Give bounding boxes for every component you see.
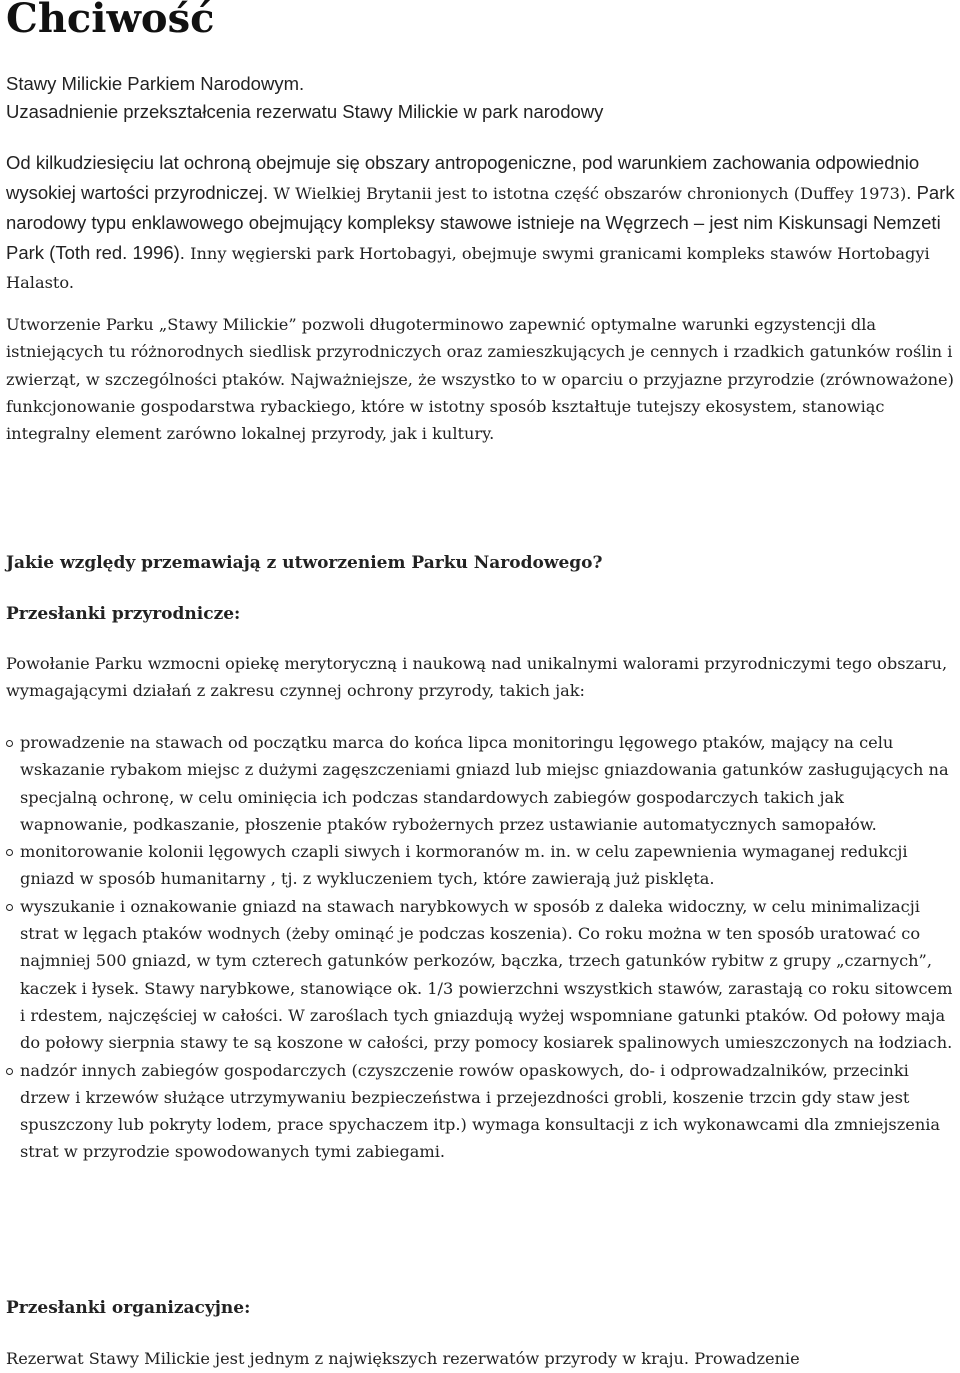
section-org-heading: Przesłanki organizacyjne: [6, 1298, 251, 1318]
list-item: prowadzenie na stawach od początku marca do końca lipca monitoringu lęgowego ptaków, mający na celu wskazanie rybakom miejsc z dużymi zagęszczeniami gniazd lub miejsc gniazdowania gatunków zasługujących na specjalną ochronę, w celu ominięcia ich podczas standardowych zabiegów gospodarczych takich jak wapnowanie, podkaszanie, płoszenie ptaków rybożernych przez ustawianie automatycznych samopałów. [6, 729, 956, 838]
paragraph-2: Utworzenie Parku „Stawy Milickie” pozwoli długoterminowo zapewnić optymalne warunki egzystencji dla istniejących tu różnorodnych siedlisk przyrodniczych oraz zamieszkujących je cennych i rzadkich gatunków roślin i zwierząt, w szczególności ptaków. Najważniejsze, że wszystko to w oparciu o przyjazne przyrodzie (zrównoważone) funkcjonowanie gospodarstwa rybackiego, które w istotny sposób kształtuje tutejszy ekosystem, stanowiąc integralny element zarówno lokalnej przyrody, jak i kultury. [6, 315, 954, 444]
section-question-heading: Jakie względy przemawiają z utworzeniem Parku Narodowego? [6, 553, 603, 573]
intro-block [6, 70, 956, 126]
paragraph-1-part-a: Od kilkudziesięciu lat ochroną obejmuje się obszary antropogeniczne, pod warunkiem zachowania odpowiednio wysokiej wartości przyrodniczej. [6, 152, 920, 203]
section-nature-heading: Przesłanki przyrodnicze: [6, 604, 241, 624]
list-item: nadzór innych zabiegów gospodarczych (czyszczenie rowów opaskowych, do- i odprowadzalników, przecinki drzew i krzewów służące utrzymywaniu bezpieczeństwa i przejezdności grobli, koszenie trzcin gdy staw jest spuszczony lub pokryty lodem, prace spychaczem itp.) wymaga konsultacji z ich wykonawcami dla zmniejszenia strat w przyrodzie spowodowanych tymi zabiegami. [6, 1057, 956, 1166]
paragraph-1-part-b: W Wielkiej Brytanii jest to istotna część obszarów chronionych (Duffey 1973). [268, 184, 912, 203]
paragraph-3: Powołanie Parku wzmocni opiekę merytoryczną i naukową nad unikalnymi walorami przyrodniczymi tego obszaru, wymagającymi działań z zakresu czynnej ochrony przyrody, takich jak: [6, 654, 948, 701]
paragraph-4: Rezerwat Stawy Milickie jest jednym z największych rezerwatów przyrody w kraju. Prowadzenie [6, 1349, 800, 1368]
list-item: monitorowanie kolonii lęgowych czapli siwych i kormoranów m. in. w celu zapewnienia wymaganej redukcji gniazd w sposób humanitarny , tj. z wykluczeniem tych, które zawierają już pisklęta. [6, 838, 956, 893]
paragraph-1 [6, 149, 956, 298]
list-item: wyszukanie i oznakowanie gniazd na stawach narybkowych w sposób z daleka widoczny, w celu minimalizacji strat w lęgach ptaków wodnych (żeby ominąć je podczas koszenia). Co roku można w ten sposób uratować co najmniej 500 gniazd, w tym czterech gatunków perkozów, bączka, trzech gatunków rybitw z grupy „czarnych”, kaczek i łysek. Stawy narybkowe, stanowiące ok. 1/3 powierzchni wszystkich stawów, zarastają co roku sitowcem i rdestem, najczęściej w całości. W zaroślach tych gniazdują wyżej wspomniane gatunki ptaków. Od połowy maja do połowy sierpnia stawy te są koszone w całości, przy pomocy kosiarek spalinowych umieszczonych na łodziach. [6, 893, 956, 1057]
paragraph-1-part-c: Park narodowy typu enklawowego obejmujący kompleksy stawowe istnieje na Węgrzech – jest nim Kiskunsagi Nemzeti Park (Toth red. 1996). [6, 182, 955, 263]
paragraph-1-part-d: Inny węgierski park Hortobagyi, obejmuje swymi granicami kompleks stawów Hortobagyi Halasto. [6, 244, 930, 292]
intro-line-1: Stawy Milickie Parkiem Narodowym. [6, 73, 305, 94]
intro-line-2: Uzasadnienie przekształcenia rezerwatu Stawy Milickie w park narodowy [6, 101, 604, 122]
measures-list [6, 729, 956, 1166]
page-title: Chciwość [6, 0, 215, 42]
